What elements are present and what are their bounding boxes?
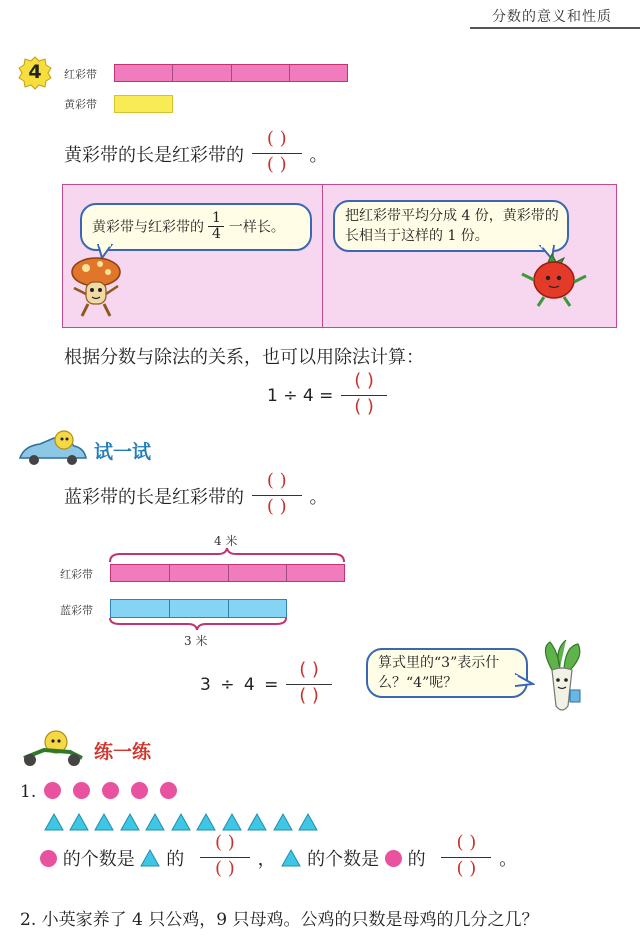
bubble-left-text-b: 一样长。	[228, 219, 285, 236]
pink-circle	[102, 782, 119, 799]
bottom-length-label: 3 米	[184, 634, 208, 648]
pink-circle	[160, 782, 177, 799]
equation-1	[267, 370, 389, 422]
q2-text: 2. 小英家养了 4 只公鸡，9 只母鸡。公鸡的只数是母鸡的几分之几？	[20, 910, 539, 930]
equation-2-expression: 3 ÷ 4 =	[200, 675, 279, 695]
try-question-line	[64, 470, 327, 522]
fraction-denominator-blank: ( )	[266, 496, 287, 517]
yellow-strip-label: 黄彩带	[64, 98, 97, 111]
q1-number: 1.	[20, 782, 37, 802]
page-header-title: 分数的意义和性质	[492, 9, 612, 25]
q1-fraction-2	[439, 832, 493, 884]
q1-text-a: 的个数是	[62, 849, 135, 870]
bubble-left-fraction	[208, 211, 224, 242]
equation-2-fraction	[284, 659, 334, 711]
equation-1-expression: 1 ÷ 4 =	[267, 386, 334, 406]
fraction-denominator-blank: ( )	[266, 154, 287, 175]
try-question: 蓝彩带的长是红彩带的	[64, 487, 244, 508]
try-answer-fraction	[250, 470, 304, 522]
cyan-triangle-symbol	[281, 849, 301, 867]
mushroom-character-illustration	[68, 256, 128, 322]
fraction-numerator-blank: ( )	[456, 832, 477, 853]
yellow-strip	[114, 95, 173, 113]
header-rule	[470, 27, 640, 29]
pink-circle	[131, 782, 148, 799]
red-strip-2	[110, 564, 345, 582]
fraction-denominator-blank: ( )	[215, 858, 235, 879]
q1-period: 。	[499, 849, 518, 870]
q1-sentence	[40, 832, 517, 884]
q1-text-b: 的	[166, 849, 185, 870]
tomato-speech-bubble	[333, 200, 569, 252]
radish-speech-bubble	[366, 648, 528, 698]
equation-2	[200, 659, 334, 711]
motorbike-character-icon	[16, 728, 88, 768]
pink-circle	[73, 782, 90, 799]
cyan-triangle-symbol	[140, 849, 160, 867]
try-section-label: 试一试	[94, 441, 152, 463]
fraction-numerator-blank: ( )	[266, 128, 287, 149]
car-character-icon	[14, 428, 90, 468]
relation-sentence: 根据分数与除法的关系，也可以用除法计算：	[64, 347, 424, 368]
answer-fraction	[250, 128, 304, 180]
example-number: 4	[28, 61, 42, 83]
fraction-denominator-blank: ( )	[456, 858, 477, 879]
period: 。	[309, 487, 328, 508]
bubble-right-text: 把红彩带平均分成 4 份，黄彩带的长相当于这样的 1 份。	[345, 208, 559, 244]
pink-circle-symbol	[385, 850, 402, 867]
bubble-left-text-a: 黄彩带与红彩带的	[92, 219, 204, 236]
period: 。	[309, 145, 328, 166]
fraction-numerator-blank: ( )	[299, 659, 319, 680]
practice-section-label: 练一练	[94, 741, 152, 763]
top-length-label: 4 米	[214, 534, 238, 548]
tomato-character-illustration	[514, 252, 594, 308]
q1-fraction-1	[198, 832, 252, 884]
blue-strip-label: 蓝彩带	[60, 604, 93, 617]
circle-row	[44, 782, 177, 803]
radish-bubble-text: 算式里的“3”表示什么？“4”呢？	[378, 655, 500, 691]
example-question: 黄彩带的长是红彩带的	[64, 145, 244, 166]
fraction-numerator-blank: ( )	[215, 832, 235, 853]
red-strip	[114, 64, 348, 82]
q1-text-d: 的	[407, 849, 426, 870]
radish-character-illustration	[530, 640, 596, 720]
bubble-fraction-den: 4	[211, 226, 221, 242]
example-number-badge	[18, 56, 52, 90]
example-question-line	[64, 128, 327, 180]
panel-divider	[322, 185, 323, 327]
q1-text-c: 的个数是	[307, 849, 380, 870]
bubble-fraction-num: 1	[208, 211, 224, 227]
bottom-length-brace	[108, 616, 288, 632]
fraction-numerator-blank: ( )	[354, 370, 374, 391]
fraction-denominator-blank: ( )	[354, 396, 374, 417]
top-length-brace	[108, 546, 346, 564]
red-strip-label: 红彩带	[64, 68, 97, 81]
fraction-denominator-blank: ( )	[299, 685, 319, 706]
q1-comma: ，	[257, 849, 276, 870]
pink-circle-symbol	[40, 850, 57, 867]
red-strip-label-2: 红彩带	[60, 568, 93, 581]
equation-1-fraction	[339, 370, 389, 422]
pink-circle	[44, 782, 61, 799]
fraction-numerator-blank: ( )	[266, 470, 287, 491]
